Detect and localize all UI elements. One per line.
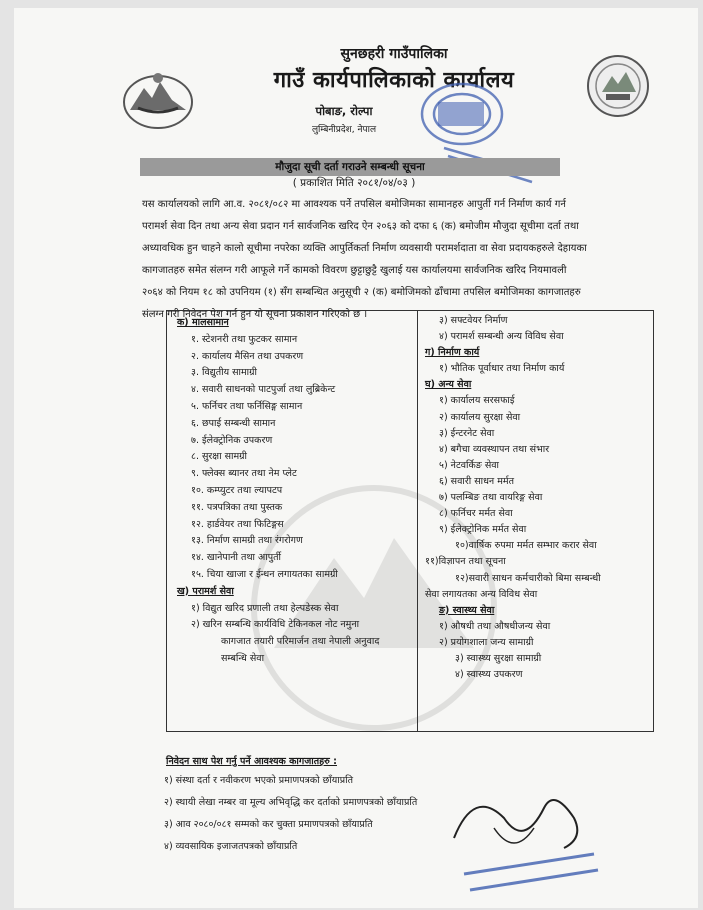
list-item: सेवा लगायतका अन्य विविध सेवा bbox=[425, 588, 538, 600]
list-item: १) भौतिक पूर्वाधार तथा निर्माण कार्य bbox=[439, 363, 565, 375]
nepal-emblem-logo bbox=[120, 68, 196, 130]
office-location: पोबाङ, रोल्पा bbox=[315, 104, 373, 118]
list-item: ११. पत्रपत्रिका तथा पुस्तक bbox=[191, 501, 283, 513]
list-item: ८) फर्निचर मर्मत सेवा bbox=[439, 508, 513, 520]
list-item: ६) सवारी साधन मर्मत bbox=[439, 475, 514, 487]
section-heading: ङ) स्वास्थ्य सेवा bbox=[439, 604, 495, 616]
required-doc-item: १) संस्था दर्ता र नवीकरण भएको प्रमाणपत्रको छाँयाप्रति bbox=[164, 775, 353, 786]
intro-paragraph bbox=[142, 194, 654, 326]
list-item: २) कार्यालय सुरक्षा सेवा bbox=[439, 411, 521, 423]
list-item: १०)वार्षिक रुपमा मर्मत सम्भार करार सेवा bbox=[455, 540, 597, 552]
list-item: ४) परामर्श सम्बन्धी अन्य विविध सेवा bbox=[439, 331, 564, 343]
list-item: १५. चिया खाजा र ईन्धन लगायतका सामग्री bbox=[191, 568, 338, 580]
section-heading: घ) अन्य सेवा bbox=[425, 379, 472, 391]
required-docs-title: निवेदन साथ पेश गर्नु पर्ने आवश्यक कागजातहरु : bbox=[166, 756, 337, 767]
list-item: ८. सुरक्षा सामग्री bbox=[191, 451, 247, 463]
required-doc-item: ३) आव २०८०/०८१ सम्मको कर चुक्ता प्रमाणपत्रको छाँयाप्रति bbox=[164, 819, 373, 830]
notice-title-banner: मौजुदा सूची दर्ता गराउने सम्बन्धी सूचना bbox=[140, 158, 560, 176]
intro-line: २०६४ को नियम १८ को उपनियम (१) सँग सम्बन्धित अनुसूची २ (क) बमोजिमको ढाँचामा तपसिल बमोजिमका कागजातहरु bbox=[142, 287, 581, 298]
column-divider bbox=[417, 311, 418, 731]
list-item: ५) नेटवर्किङ सेवा bbox=[439, 459, 500, 471]
required-docs-list bbox=[164, 770, 417, 858]
section-heading: ग) निर्माण कार्य bbox=[425, 347, 480, 359]
list-item: २. कार्यालय मैसिन तथा उपकरण bbox=[191, 350, 304, 362]
signature-stamp bbox=[434, 778, 604, 908]
right-column bbox=[425, 313, 653, 683]
published-date: ( प्रकाशित मिति २०८१/०४/०३ ) bbox=[292, 177, 416, 189]
intro-line: संलग्न गरी निवेदन पेश गर्न हुन यो सूचना प्रकाशन गरिएको छ । bbox=[142, 309, 368, 320]
list-item: १) विद्युत खरिद प्रणाली तथा हेल्पडेस्क सेवा bbox=[191, 602, 339, 614]
intro-line: कागजातहरु समेत संलग्न गरी आफूले गर्ने कामको विवरण छुट्टाछुट्टै खुलाई यस कार्यालयमा सार्वजनिक खरिद नियमावली bbox=[142, 265, 567, 276]
list-item-continuation: सम्बन्धि सेवा bbox=[221, 652, 265, 664]
intro-line: परामर्श सेवा दिन तथा अन्य सेवा प्रदान गर्न सार्वजनिक खरिद ऐन २०६३ को दफा ६ (क) बमोजीम मौजुदा सूचीमा दर्ता तथा bbox=[142, 221, 579, 232]
required-doc-item: २) स्थायी लेखा नम्बर वा मूल्य अभिवृद्धि कर दर्ताको प्रमाणपत्रको छाँयाप्रति bbox=[164, 797, 418, 808]
list-item: ९) ईलेक्ट्रोनिक मर्मत सेवा bbox=[439, 524, 527, 536]
list-item: १. स्टेशनरी तथा फुटकर सामान bbox=[191, 333, 298, 345]
list-item: ३. विद्युतीय सामाग्री bbox=[191, 367, 257, 379]
list-item: ७. ईलेक्ट्रोनिक उपकरण bbox=[191, 434, 273, 446]
list-item: ११)विज्ञापन तथा सूचना bbox=[425, 556, 506, 568]
list-item: ४. सवारी साधनको पाटपुर्जा तथा लुब्रिकेन्ट bbox=[191, 384, 336, 396]
list-item: १४. खानेपानी तथा आपुर्ती bbox=[191, 552, 281, 564]
section-heading: ख) परामर्श सेवा bbox=[177, 585, 234, 597]
list-item: १) कार्यालय सरसफाई bbox=[439, 395, 515, 407]
list-item: ५. फर्निचर तथा फर्निसिङ्ग सामान bbox=[191, 400, 303, 412]
list-item: ६. छपाई सम्बन्धी सामान bbox=[191, 417, 276, 429]
list-item: ७) पलम्बिङ तथा वायरिङ्ग सेवा bbox=[439, 492, 543, 504]
province-text: लुम्बिनीप्रदेश, नेपाल bbox=[311, 125, 377, 135]
list-item: १३. निर्माण सामग्री तथा रंगरोगण bbox=[191, 535, 303, 547]
office-name: गाउँ कार्यपालिकाको कार्यालय bbox=[273, 68, 515, 93]
list-item-continuation: कागजात तयारी परिमार्जन तथा नेपाली अनुवाद bbox=[221, 636, 380, 648]
section-heading: क) मालसामान bbox=[177, 317, 229, 328]
intro-line: यस कार्यालयको लागि आ.व. २०८१/०८२ मा आवश्यक पर्ने तपसिल बमोजिमका सामानहरु आपुर्ती गर्न निर्माण कार्य गर्न bbox=[142, 199, 566, 210]
list-item: १०. कम्प्युटर तथा ल्यापटप bbox=[191, 484, 283, 496]
intro-line: अध्यावधिक हुन चाहने कालो सूचीमा नपरेका व्यक्ति आपुर्तिकर्ता निर्माण व्यवसायी परामर्शदाता वा सेवा प्रदायकहरुले देहायका bbox=[142, 243, 587, 254]
required-doc-item: ४) व्यवसायिक इजाजतपत्रको छाँयाप्रति bbox=[164, 841, 298, 852]
list-item: ९. फ्लेक्स ब्यानर तथा नेम प्लेट bbox=[191, 468, 297, 480]
list-item: १२)सवारी साधन कर्मचारीको बिमा सम्बन्धी bbox=[455, 572, 601, 584]
list-item: ३) स्वास्थ्य सुरक्षा सामाग्री bbox=[455, 652, 542, 664]
list-item: ३) सफ्टवेयर निर्माण bbox=[439, 315, 508, 326]
municipality-name: सुनछहरी गाउँपालिका bbox=[340, 46, 448, 62]
list-item: १२. हार्डवेयर तथा फिटिङ्गस bbox=[191, 518, 284, 530]
list-item: ४) बगैचा व्यवस्थापन तथा संभार bbox=[439, 443, 550, 455]
list-item: ३) ईन्टरनेट सेवा bbox=[439, 427, 495, 439]
items-table bbox=[166, 310, 654, 732]
list-item: १) औषधी तथा औषधीजन्य सेवा bbox=[439, 620, 551, 632]
list-item: २) प्रयोगशाला जन्य सामाग्री bbox=[439, 636, 534, 648]
list-item: ४) स्वास्थ्य उपकरण bbox=[455, 669, 523, 681]
notice-page bbox=[14, 8, 698, 908]
list-item: २) खरिन सम्बन्धि कार्यविधि टेकिनकल नोट नमुना bbox=[191, 619, 360, 631]
left-column bbox=[177, 315, 413, 668]
